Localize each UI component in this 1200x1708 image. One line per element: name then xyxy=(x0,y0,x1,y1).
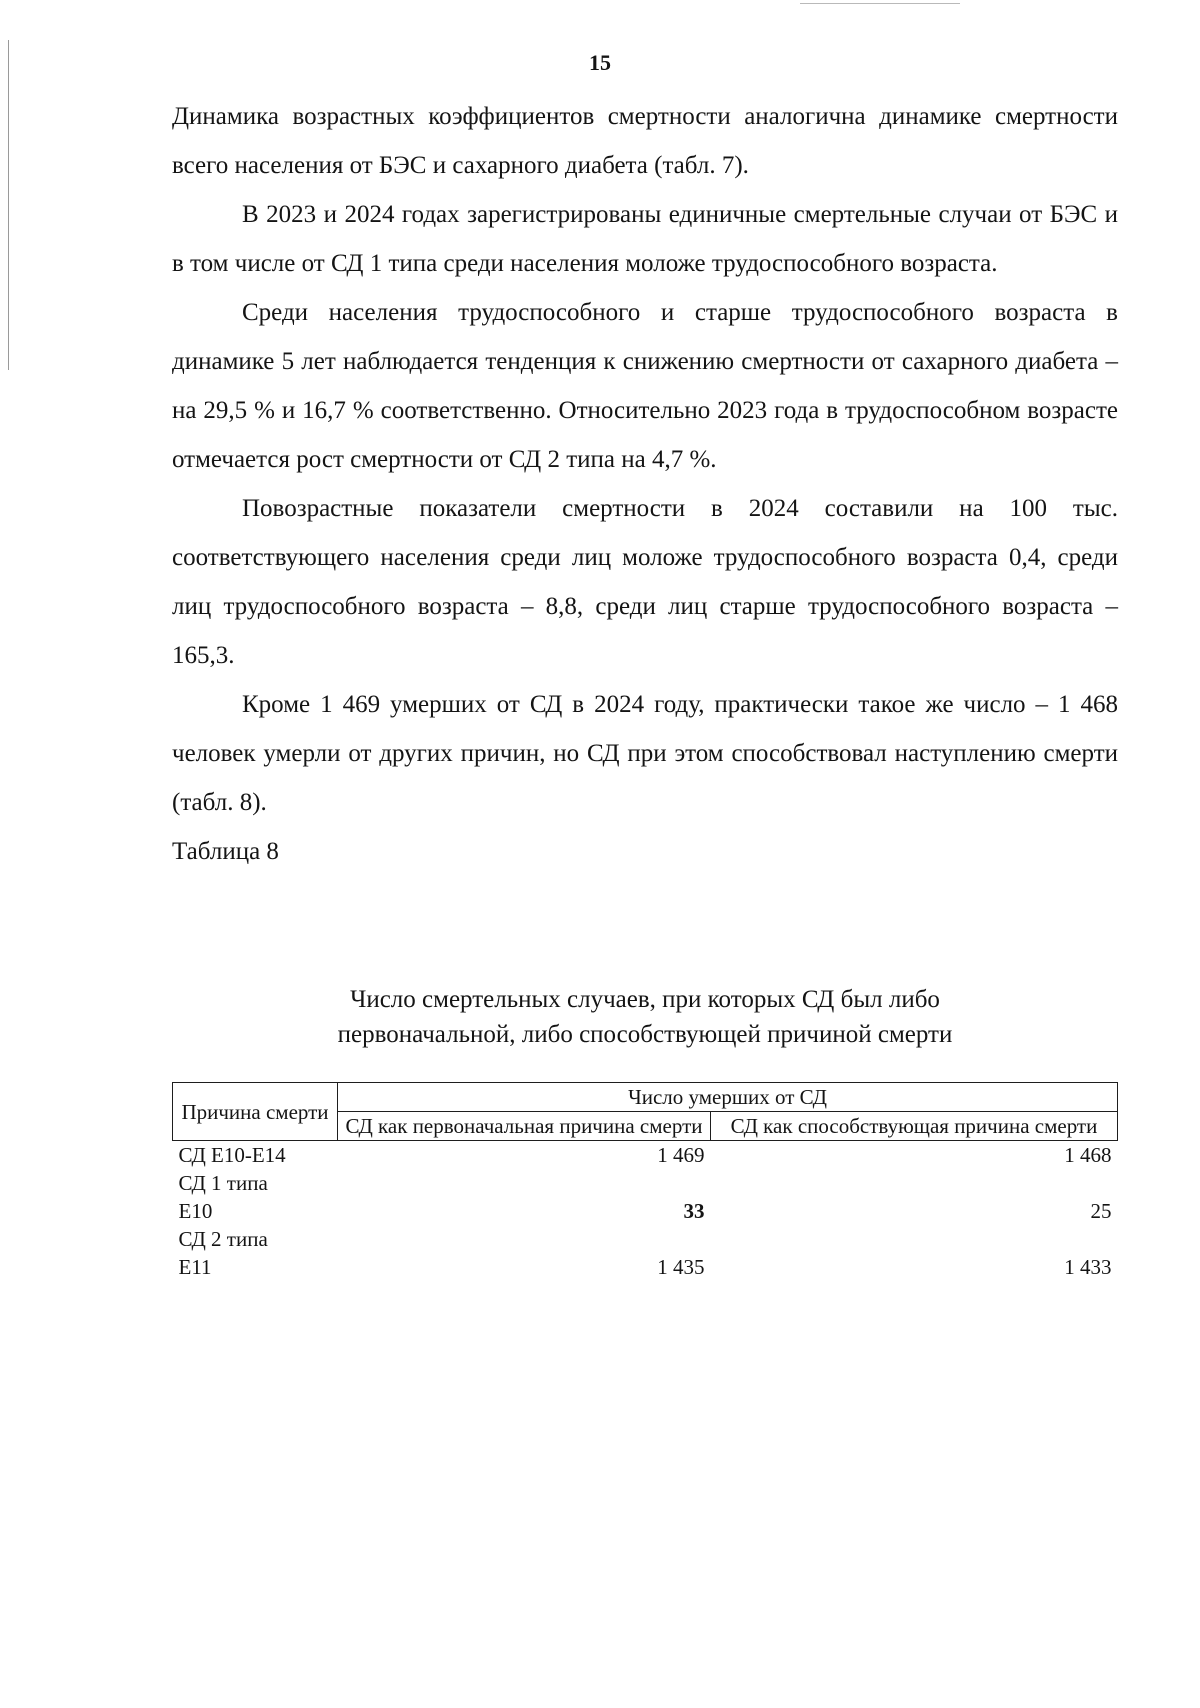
table-caption-line: Число смертельных случаев, при которых СД был либо xyxy=(350,986,940,1013)
row-label-line: СД 2 типа xyxy=(178,1227,268,1251)
mortality-table xyxy=(172,1082,1118,1281)
row-label-line: СД Е10-Е14 xyxy=(178,1143,286,1167)
row-label xyxy=(173,1141,338,1170)
scan-edge-line xyxy=(800,3,960,4)
paragraph: Среди населения трудоспособного и старше трудоспособного возраста в динамике 5 лет наблюдается тенденция к снижению смертности от сахарного диабета – на 29,5 % и 16,7 % соответственно. Относительно 2023 года в трудоспособном возрасте отмечается рост смертности от СД 2 типа на 4,7 %. xyxy=(172,299,1118,473)
scan-edge-line xyxy=(8,40,9,370)
header-group: Число умерших от СД xyxy=(338,1083,1118,1112)
cell-primary: 1 469 xyxy=(657,1143,705,1167)
row-label xyxy=(173,1169,338,1225)
table-label: Таблица 8 xyxy=(172,838,279,865)
header-primary-cause: СД как первоначальная причина смерти xyxy=(338,1112,711,1141)
body-text xyxy=(172,92,1118,876)
row-label xyxy=(173,1225,338,1281)
table-row xyxy=(173,1169,1118,1225)
table-caption xyxy=(260,982,1030,1052)
row-label-line: Е11 xyxy=(178,1255,212,1279)
paragraph: В 2023 и 2024 годах зарегистрированы единичные смертельные случаи от БЭС и в том числе от СД 1 типа среди населения моложе трудоспособного возраста. xyxy=(172,201,1118,277)
page-number: 15 xyxy=(589,50,611,75)
table-row xyxy=(173,1225,1118,1281)
cell-contributing: 1 468 xyxy=(1064,1143,1112,1167)
paragraph: Динамика возрастных коэффициентов смертности аналогична динамике смертности всего населения от БЭС и сахарного диабета (табл. 7). xyxy=(172,103,1118,179)
row-label-line: СД 1 типа xyxy=(178,1171,268,1195)
cell-contributing: 25 xyxy=(1090,1199,1112,1223)
table-row xyxy=(173,1141,1118,1170)
header-cause: Причина смерти xyxy=(173,1083,338,1141)
cell-primary: 33 xyxy=(683,1199,705,1223)
table-caption-line: первоначальной, либо способствующей причиной смерти xyxy=(337,1021,953,1048)
paragraph: Кроме 1 469 умерших от СД в 2024 году, практически такое же число – 1 468 человек умерли от других причин, но СД при этом способствовал наступлению смерти (табл. 8). xyxy=(172,691,1118,816)
cell-primary: 1 435 xyxy=(657,1255,705,1279)
paragraph: Повозрастные показатели смертности в 2024 составили на 100 тыс. соответствующего населения среди лиц моложе трудоспособного возраста 0,4, среди лиц трудоспособного возраста – 8,8, среди лиц старше трудоспособного возраста – 165,3. xyxy=(172,495,1118,669)
cell-contributing: 1 433 xyxy=(1064,1255,1112,1279)
row-label-line: Е10 xyxy=(178,1199,213,1223)
header-contributing-cause: СД как способствующая причина смерти xyxy=(711,1112,1118,1141)
